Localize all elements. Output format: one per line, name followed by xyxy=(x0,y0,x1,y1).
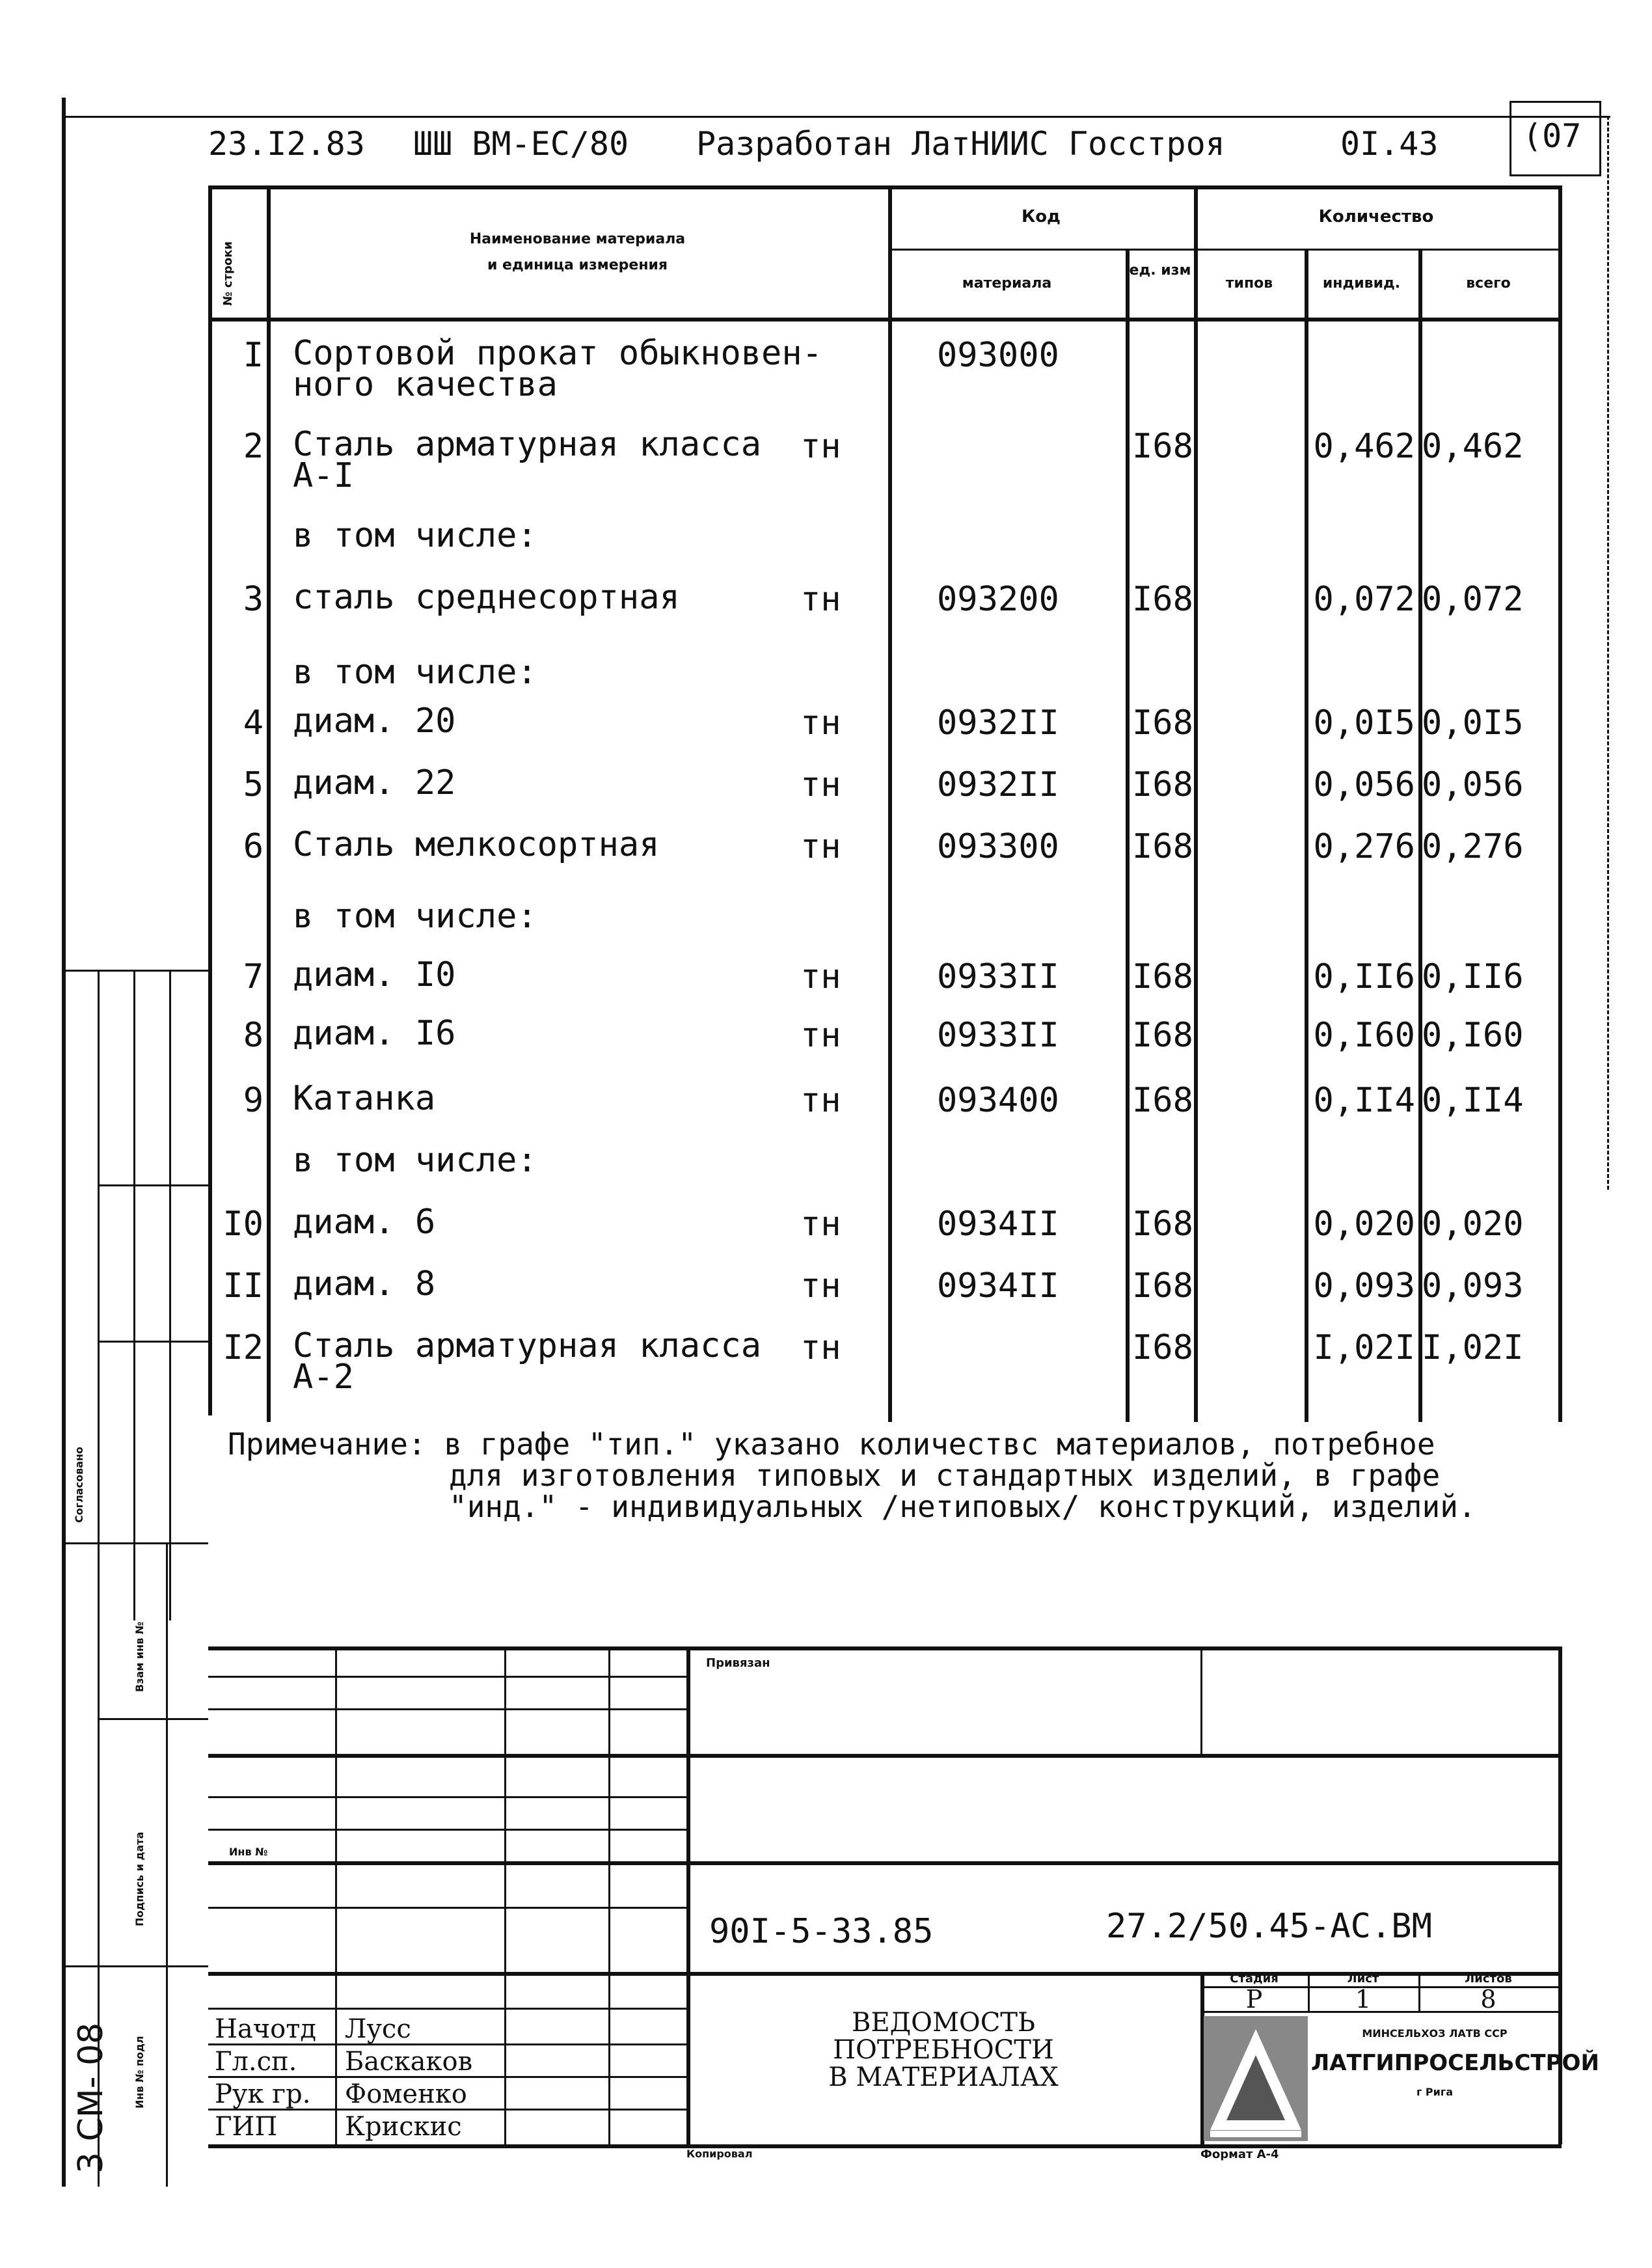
stamp-line-5 xyxy=(208,1796,686,1798)
header-qty-total: всего xyxy=(1466,275,1511,292)
row-no: 5 xyxy=(243,765,264,804)
sidebar-h4 xyxy=(62,1542,208,1544)
row-unit-code: I68 xyxy=(1132,580,1193,619)
stamp-sheets-label: Листов xyxy=(1465,1972,1512,1986)
stamp-person-role: Начотд xyxy=(215,2014,317,2044)
row-no: 2 xyxy=(243,427,264,466)
row-name: Сталь мелкосортная xyxy=(293,825,660,864)
row-no: 6 xyxy=(243,827,264,866)
right-frame-line xyxy=(1607,116,1609,1190)
stamp-line-2 xyxy=(208,1676,686,1678)
row-unit-code: I68 xyxy=(1132,1266,1193,1305)
header-date: 23.I2.83 xyxy=(208,125,365,163)
stamp-sheet-code: 27.2/50.45-АС.ВМ xyxy=(1106,1907,1432,1946)
stamp-v5 xyxy=(1200,1646,1202,1754)
stamp-person-role: Гл.сп. xyxy=(215,2047,297,2077)
stamp-line-10 xyxy=(208,2008,686,2010)
row-indiv: 0,072 xyxy=(1313,580,1415,619)
stamp-project-no: 90I-5-33.85 xyxy=(709,1912,934,1951)
row-no: I0 xyxy=(223,1205,264,1244)
stamp-title-line3: В МАТЕРИАЛАХ xyxy=(828,2062,1059,2092)
sidebar-h2 xyxy=(98,1184,208,1186)
header-code: ШШ ВМ-ЕС/80 xyxy=(413,125,629,163)
row-total: I,02I xyxy=(1422,1328,1524,1367)
row-total: 0,093 xyxy=(1422,1266,1524,1305)
row-no: 8 xyxy=(243,1016,264,1055)
col-divider-no xyxy=(267,185,271,1422)
sidebar-h1 xyxy=(62,970,208,972)
sidebar-line-c xyxy=(169,970,171,1620)
org-logo-icon xyxy=(1204,2016,1308,2141)
row-name: диам. 6 xyxy=(293,1203,436,1242)
stamp-person-name: Фоменко xyxy=(345,2079,467,2109)
row-name: в том числе: xyxy=(293,653,537,692)
row-code: 093400 xyxy=(937,1081,1059,1120)
note-line1: Примечание: в графе "тип." указано количествс материалов, потребное xyxy=(228,1427,1435,1462)
note-line3: "инд." - индивидуальных /нетиповых/ конструкций, изделий. xyxy=(449,1489,1476,1524)
header-row-no: № строки xyxy=(221,241,235,306)
sidebar-line-d xyxy=(166,1542,168,2187)
header-code: Код xyxy=(1021,207,1061,226)
row-unit: тн xyxy=(800,1081,841,1120)
header-code-material: материала xyxy=(962,275,1052,292)
stamp-org-line3: г Рига xyxy=(1416,2086,1454,2098)
header-code-unit: ед. изм xyxy=(1129,262,1191,279)
stamp-line-6 xyxy=(208,1829,686,1831)
row-unit: тн xyxy=(800,427,841,466)
sidebar-swap-inv: Взам инв № xyxy=(133,1621,146,1692)
row-name: Сортовой прокат обыкновен- ного качества xyxy=(293,334,822,404)
row-no: 4 xyxy=(243,704,264,743)
stamp-copied-label: Копировал xyxy=(686,2148,753,2160)
row-indiv: 0,462 xyxy=(1313,427,1415,466)
table-right-line xyxy=(1558,185,1562,1422)
stamp-line-7 xyxy=(208,1861,1562,1865)
left-frame-line xyxy=(62,98,66,2187)
col-divider-code xyxy=(1126,249,1130,1422)
stamp-person-role: Рук гр. xyxy=(215,2079,311,2109)
row-total: 0,056 xyxy=(1422,765,1524,804)
stamp-v3 xyxy=(608,1646,610,2144)
row-unit-code: I68 xyxy=(1132,1328,1193,1367)
row-name: в том числе: xyxy=(293,897,537,936)
row-indiv: 0,020 xyxy=(1313,1205,1415,1244)
row-indiv: 0,056 xyxy=(1313,765,1415,804)
row-name: Сталь арматурная класса А-2 xyxy=(293,1326,762,1397)
row-name: сталь среднесортная xyxy=(293,578,680,617)
sidebar-agreed: Согласовано xyxy=(73,1446,85,1523)
row-no: 7 xyxy=(243,957,264,996)
row-no: I xyxy=(243,336,264,375)
sidebar-line-b xyxy=(133,970,135,1620)
row-name: диам. I6 xyxy=(293,1014,456,1053)
row-code: 093300 xyxy=(937,827,1059,866)
stamp-inv-label: Инв № xyxy=(229,1846,268,1858)
stamp-sheets-value: 8 xyxy=(1480,1985,1496,2014)
row-name: диам. 20 xyxy=(293,702,456,741)
stamp-org-line1: МИНСЕЛЬХОЗ ЛАТВ ССР xyxy=(1362,2027,1508,2040)
row-indiv: 0,0I5 xyxy=(1313,704,1415,743)
row-total: 0,II4 xyxy=(1422,1081,1524,1120)
row-name: диам. I0 xyxy=(293,955,456,994)
stamp-person-name: Крискис xyxy=(345,2112,462,2142)
row-total: 0,276 xyxy=(1422,827,1524,866)
row-unit: тн xyxy=(800,1266,841,1305)
row-total: 0,072 xyxy=(1422,580,1524,619)
row-unit-code: I68 xyxy=(1132,704,1193,743)
row-indiv: 0,II4 xyxy=(1313,1081,1415,1120)
row-no: I2 xyxy=(223,1328,264,1367)
stamp-bound-label: Привязан xyxy=(706,1656,770,1670)
row-code: 0934II xyxy=(937,1266,1059,1305)
col-divider-name xyxy=(888,185,892,1422)
row-name: Сталь арматурная класса А-I xyxy=(293,425,762,495)
row-unit-code: I68 xyxy=(1132,827,1193,866)
row-unit: тн xyxy=(800,765,841,804)
row-no: 3 xyxy=(243,580,264,619)
stamp-v2 xyxy=(504,1646,506,2144)
row-unit-code: I68 xyxy=(1132,1081,1193,1120)
row-unit: тн xyxy=(800,580,841,619)
sidebar-h3 xyxy=(98,1341,208,1343)
row-indiv: I,02I xyxy=(1313,1328,1415,1367)
stamp-bottom-line xyxy=(208,2144,1562,2148)
row-no: 9 xyxy=(243,1081,264,1120)
stamp-person-role: ГИП xyxy=(215,2112,278,2142)
row-unit: тн xyxy=(800,1205,841,1244)
row-code: 093200 xyxy=(937,580,1059,619)
header-developer: Разработан ЛатНИИС Госстроя xyxy=(696,125,1225,163)
table-top-line xyxy=(208,185,1562,189)
row-name: в том числе: xyxy=(293,1141,537,1180)
stamp-org-line2: ЛАТГИПРОСЕЛЬСТРОЙ xyxy=(1311,2050,1599,2076)
row-total: 0,0I5 xyxy=(1422,704,1524,743)
header-quantity: Количество xyxy=(1318,207,1434,226)
stamp-person-name: Лусс xyxy=(345,2014,411,2044)
row-unit: тн xyxy=(800,827,841,866)
row-unit: тн xyxy=(800,1016,841,1055)
row-unit-code: I68 xyxy=(1132,1016,1193,1055)
row-total: 0,020 xyxy=(1422,1205,1524,1244)
row-indiv: 0,II6 xyxy=(1313,957,1415,996)
row-indiv: 0,I60 xyxy=(1313,1016,1415,1055)
row-no: II xyxy=(223,1266,264,1305)
row-unit-code: I68 xyxy=(1132,1205,1193,1244)
stamp-person-name: Баскаков xyxy=(345,2047,473,2077)
row-code: 0933II xyxy=(937,957,1059,996)
row-name: в том числе: xyxy=(293,516,537,555)
row-code: 0932II xyxy=(937,704,1059,743)
header-qty-typical: типов xyxy=(1225,275,1273,292)
note-line2: для изготовления типовых и стандартных изделий, в графе xyxy=(449,1458,1441,1493)
table-header-bottom-line xyxy=(208,318,1562,321)
row-code: 0932II xyxy=(937,765,1059,804)
header-qty-individual: индивид. xyxy=(1322,275,1401,292)
row-unit: тн xyxy=(800,1328,841,1367)
sidebar-archive-code: 3 СМ- 08 xyxy=(72,2022,111,2174)
top-frame-line xyxy=(62,116,1610,118)
sidebar-h6 xyxy=(62,1965,208,1967)
stamp-line-3 xyxy=(208,1708,686,1710)
row-unit: тн xyxy=(800,704,841,743)
row-total: 0,I60 xyxy=(1422,1016,1524,1055)
stamp-line-4 xyxy=(208,1754,1562,1758)
stamp-format-label: Формат А-4 xyxy=(1200,2148,1279,2161)
row-indiv: 0,093 xyxy=(1313,1266,1415,1305)
stamp-stage-label: Стадия xyxy=(1230,1972,1279,1986)
row-total: 0,II6 xyxy=(1422,957,1524,996)
row-code: 0934II xyxy=(937,1205,1059,1244)
header-name-line1: Наименование материала xyxy=(469,231,686,247)
stamp-line-8 xyxy=(208,1907,686,1909)
row-total: 0,462 xyxy=(1422,427,1524,466)
table-left-line xyxy=(208,185,212,1415)
stamp-top-line xyxy=(208,1646,1562,1650)
sidebar-sign-date: Подпись и дата xyxy=(133,1831,146,1926)
col-divider-unit xyxy=(1194,185,1198,1422)
row-name: диам. 8 xyxy=(293,1264,436,1304)
header-page: (07 xyxy=(1523,117,1582,155)
row-unit: тн xyxy=(800,957,841,996)
row-name: Катанка xyxy=(293,1079,436,1118)
stamp-title-line1: ВЕДОМОСТЬ xyxy=(852,2008,1035,2038)
row-unit-code: I68 xyxy=(1132,765,1193,804)
row-unit-code: I68 xyxy=(1132,427,1193,466)
row-indiv: 0,276 xyxy=(1313,827,1415,866)
stamp-stage-value: Р xyxy=(1245,1985,1263,2014)
header-number: 0I.43 xyxy=(1340,125,1439,163)
stamp-sheet-value: 1 xyxy=(1355,1985,1372,2014)
stamp-v1 xyxy=(335,1646,337,2144)
row-unit-code: I68 xyxy=(1132,957,1193,996)
sidebar-h5 xyxy=(98,1718,208,1720)
row-code: 093000 xyxy=(937,336,1059,375)
row-name: диам. 22 xyxy=(293,763,456,802)
stamp-sheet-label: Лист xyxy=(1347,1972,1379,1986)
stamp-title-line2: ПОТРЕБНОСТИ xyxy=(833,2035,1054,2065)
sidebar-line-a xyxy=(98,970,100,2187)
row-code: 0933II xyxy=(937,1016,1059,1055)
table-sub-header-line xyxy=(888,249,1562,251)
header-name-line2: и единица измерения xyxy=(487,257,668,273)
sidebar-inv-orig: Инв № подл xyxy=(133,2036,146,2109)
